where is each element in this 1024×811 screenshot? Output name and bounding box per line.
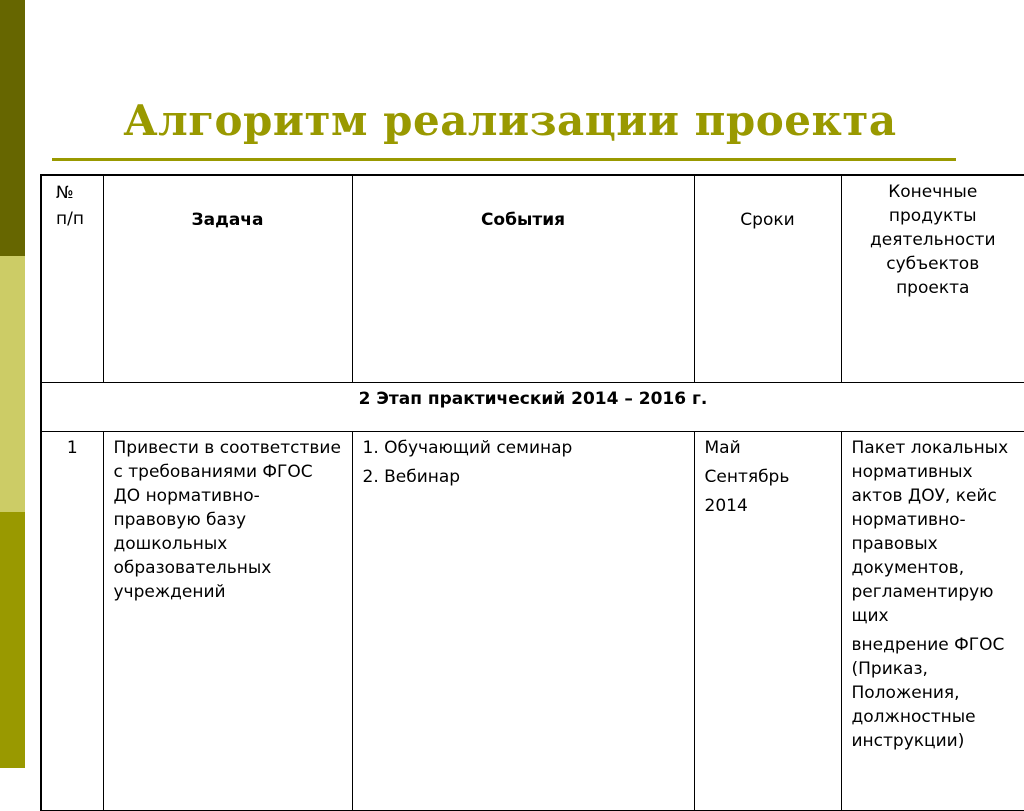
event-item: 2. Вебинар — [362, 467, 461, 487]
product-paragraph: Пакет локальных нормативных актов ДОУ, кейс нормативно-правовых документов, регламентирую щих — [851, 438, 1009, 626]
decor-band-bottom — [0, 512, 25, 768]
row-number: 1 — [41, 432, 103, 811]
deadline-item: Май — [704, 438, 741, 458]
decor-band-middle — [0, 256, 25, 512]
product-paragraph: внедрение ФГОС (Приказ, Положения, должностные инструкции) — [851, 635, 1005, 751]
stage-row — [41, 383, 1024, 432]
row-events — [352, 432, 694, 811]
table-header-row — [41, 175, 1024, 383]
title-underline — [52, 158, 956, 161]
deadline-item: Сентябрь — [704, 467, 790, 487]
header-number-label: п/п — [56, 209, 84, 229]
row-products — [841, 432, 1024, 811]
table-row — [41, 432, 1024, 811]
row-task: Привести в соответствие с требованиями ФГОС ДО нормативно-правовую базу дошкольных образовательных учреждений — [103, 432, 352, 811]
deadline-item: 2014 — [704, 496, 748, 516]
header-number-cell — [41, 175, 103, 383]
stage-title: 2 Этап практический 2014 – 2016 г. — [41, 383, 1024, 432]
header-task: Задача — [103, 175, 352, 383]
row-deadlines — [694, 432, 841, 811]
header-number-symbol: № — [56, 183, 74, 203]
event-item: 1. Обучающий семинар — [362, 438, 573, 458]
page-title: Алгоритм реализации проекта — [123, 96, 897, 145]
header-events: События — [352, 175, 694, 383]
project-algorithm-table — [40, 174, 1024, 811]
header-deadlines: Сроки — [694, 175, 841, 383]
decor-band-top — [0, 0, 25, 256]
header-products: Конечные продукты деятельности субъектов проекта — [841, 175, 1024, 383]
